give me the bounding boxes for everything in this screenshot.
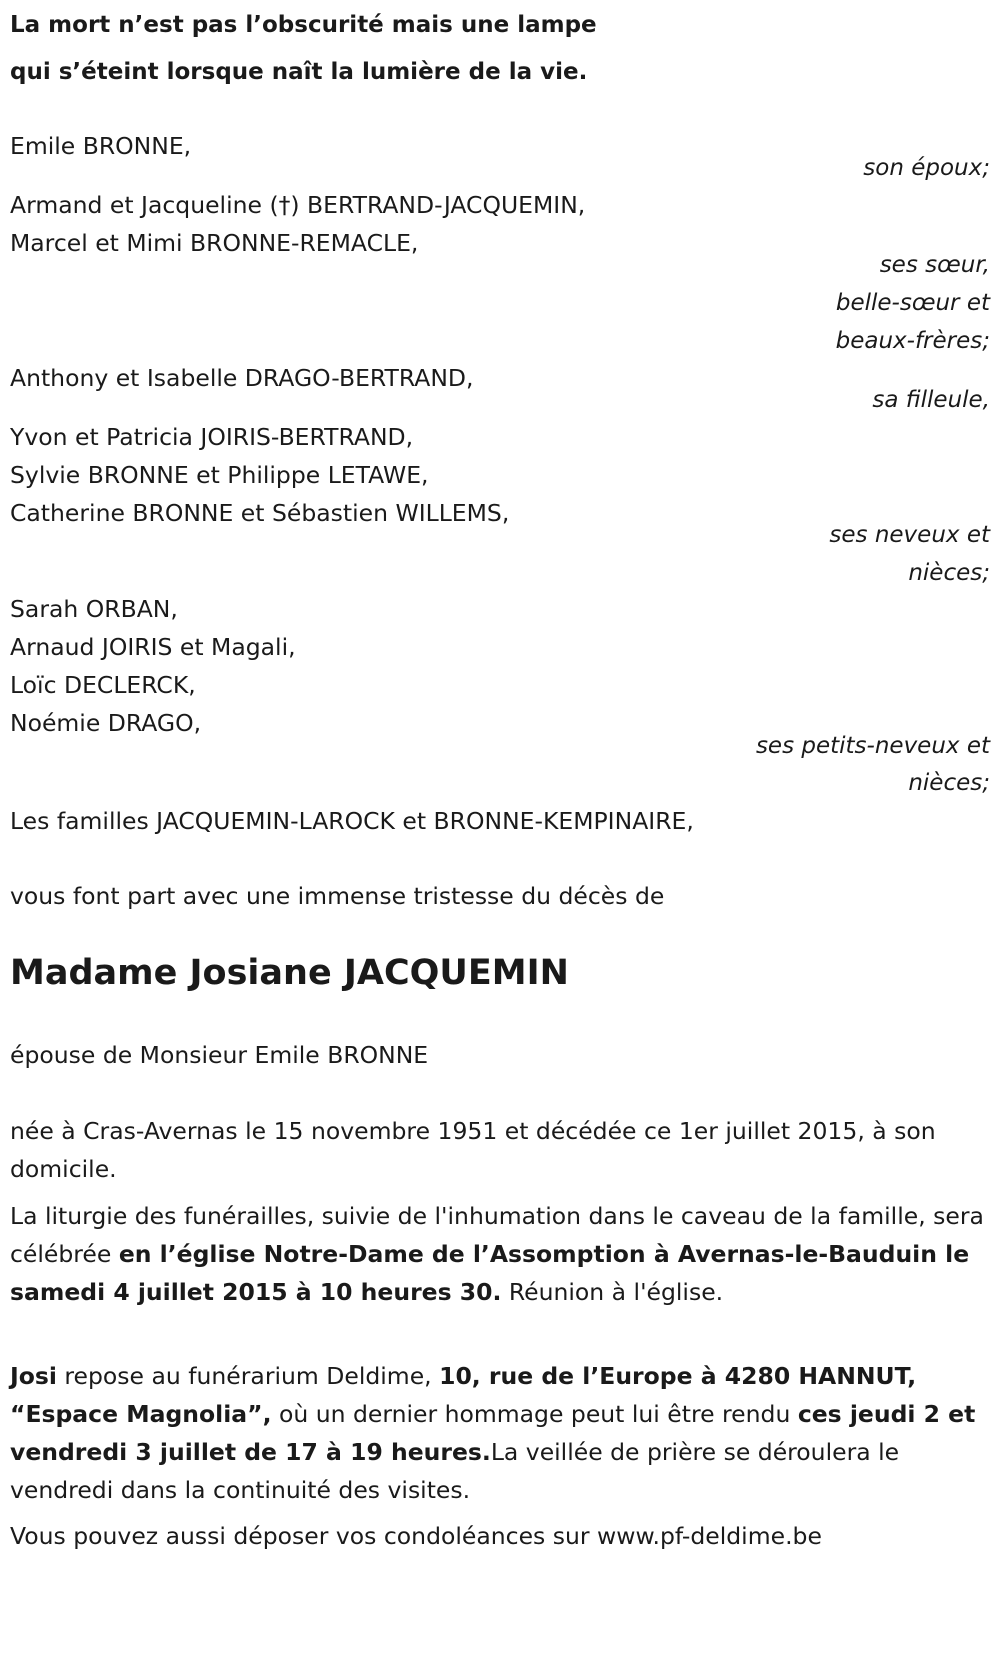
nephew-line: Catherine BRONNE et Sébastien WILLEMS, bbox=[10, 499, 510, 527]
visit-dates: ces jeudi 2 et vendredi 3 juillet de 17 à 19 heures. bbox=[10, 1400, 976, 1466]
deceased-name: Madame Josiane JACQUEMIN bbox=[10, 953, 569, 993]
sibling-line: Marcel et Mimi BRONNE-REMACLE, bbox=[10, 229, 419, 257]
grandnephews-role-line: ses petits-neveux et bbox=[755, 733, 990, 759]
rest-text: repose au funérarium Deldime, bbox=[56, 1362, 440, 1390]
grandnephews-role-line: nièces; bbox=[908, 770, 990, 796]
rest-paragraph bbox=[10, 1357, 990, 1509]
nephews-role-line: ses neveux et bbox=[829, 522, 990, 548]
sibling-line: Armand et Jacqueline (†) BERTRAND-JACQUEMIN, bbox=[10, 191, 586, 219]
grandnephew-line: Loïc DECLERCK, bbox=[10, 671, 196, 699]
grandnephew-line: Sarah ORBAN, bbox=[10, 595, 178, 623]
grandnephew-line: Noémie DRAGO, bbox=[10, 709, 202, 737]
spouse-line: épouse de Monsieur Emile BRONNE bbox=[10, 1041, 429, 1069]
siblings-role-line: ses sœur, bbox=[879, 252, 990, 278]
rest-name: Josi bbox=[10, 1362, 57, 1390]
siblings-role-line: belle-sœur et bbox=[835, 290, 990, 316]
goddaughter-role: sa filleule, bbox=[872, 387, 990, 413]
grandnephew-line: Arnaud JOIRIS et Magali, bbox=[10, 633, 296, 661]
goddaughter-name: Anthony et Isabelle DRAGO-BERTRAND, bbox=[10, 364, 474, 392]
quote-line-1: La mort n’est pas l’obscurité mais une lampe bbox=[10, 12, 597, 38]
nephews-role-line: nièces; bbox=[908, 560, 990, 586]
nephew-line: Sylvie BRONNE et Philippe LETAWE, bbox=[10, 461, 429, 489]
condolences-line: Vous pouvez aussi déposer vos condoléances sur www.pf-deldime.be bbox=[10, 1522, 822, 1550]
quote-line-2: qui s’éteint lorsque naît la lumière de la vie. bbox=[10, 59, 588, 85]
liturgy-text: La liturgie des funérailles, suivie de l'inhumation dans le caveau de la famille, sera célébrée bbox=[10, 1202, 984, 1268]
rest-text-3: La veillée de prière se déroulera le vendredi dans la continuité des visites. bbox=[10, 1438, 900, 1504]
rest-text-2: où un dernier hommage peut lui être rendu bbox=[271, 1400, 798, 1428]
nephew-line: Yvon et Patricia JOIRIS-BERTRAND, bbox=[10, 423, 414, 451]
announcement-line: vous font part avec une immense tristesse du décès de bbox=[10, 882, 665, 910]
birth-death-paragraph: née à Cras-Avernas le 15 novembre 1951 et décédée ce 1er juillet 2015, à son domicile. bbox=[10, 1117, 936, 1183]
liturgy-paragraph bbox=[10, 1197, 990, 1311]
funeral-home-address: 10, rue de l’Europe à 4280 HANNUT, “Espace Magnolia”, bbox=[10, 1362, 917, 1428]
liturgy-location-date: en l’église Notre-Dame de l’Assomption à Avernas-le-Bauduin le samedi 4 juillet 2015 à 10 heures 30. bbox=[10, 1240, 970, 1306]
husband-role: son époux; bbox=[863, 155, 990, 181]
husband-name: Emile BRONNE, bbox=[10, 132, 192, 160]
liturgy-text-end: Réunion à l'église. bbox=[501, 1278, 724, 1306]
siblings-role-line: beaux-frères; bbox=[835, 328, 990, 354]
families-line: Les familles JACQUEMIN-LAROCK et BRONNE-KEMPINAIRE, bbox=[10, 807, 694, 835]
